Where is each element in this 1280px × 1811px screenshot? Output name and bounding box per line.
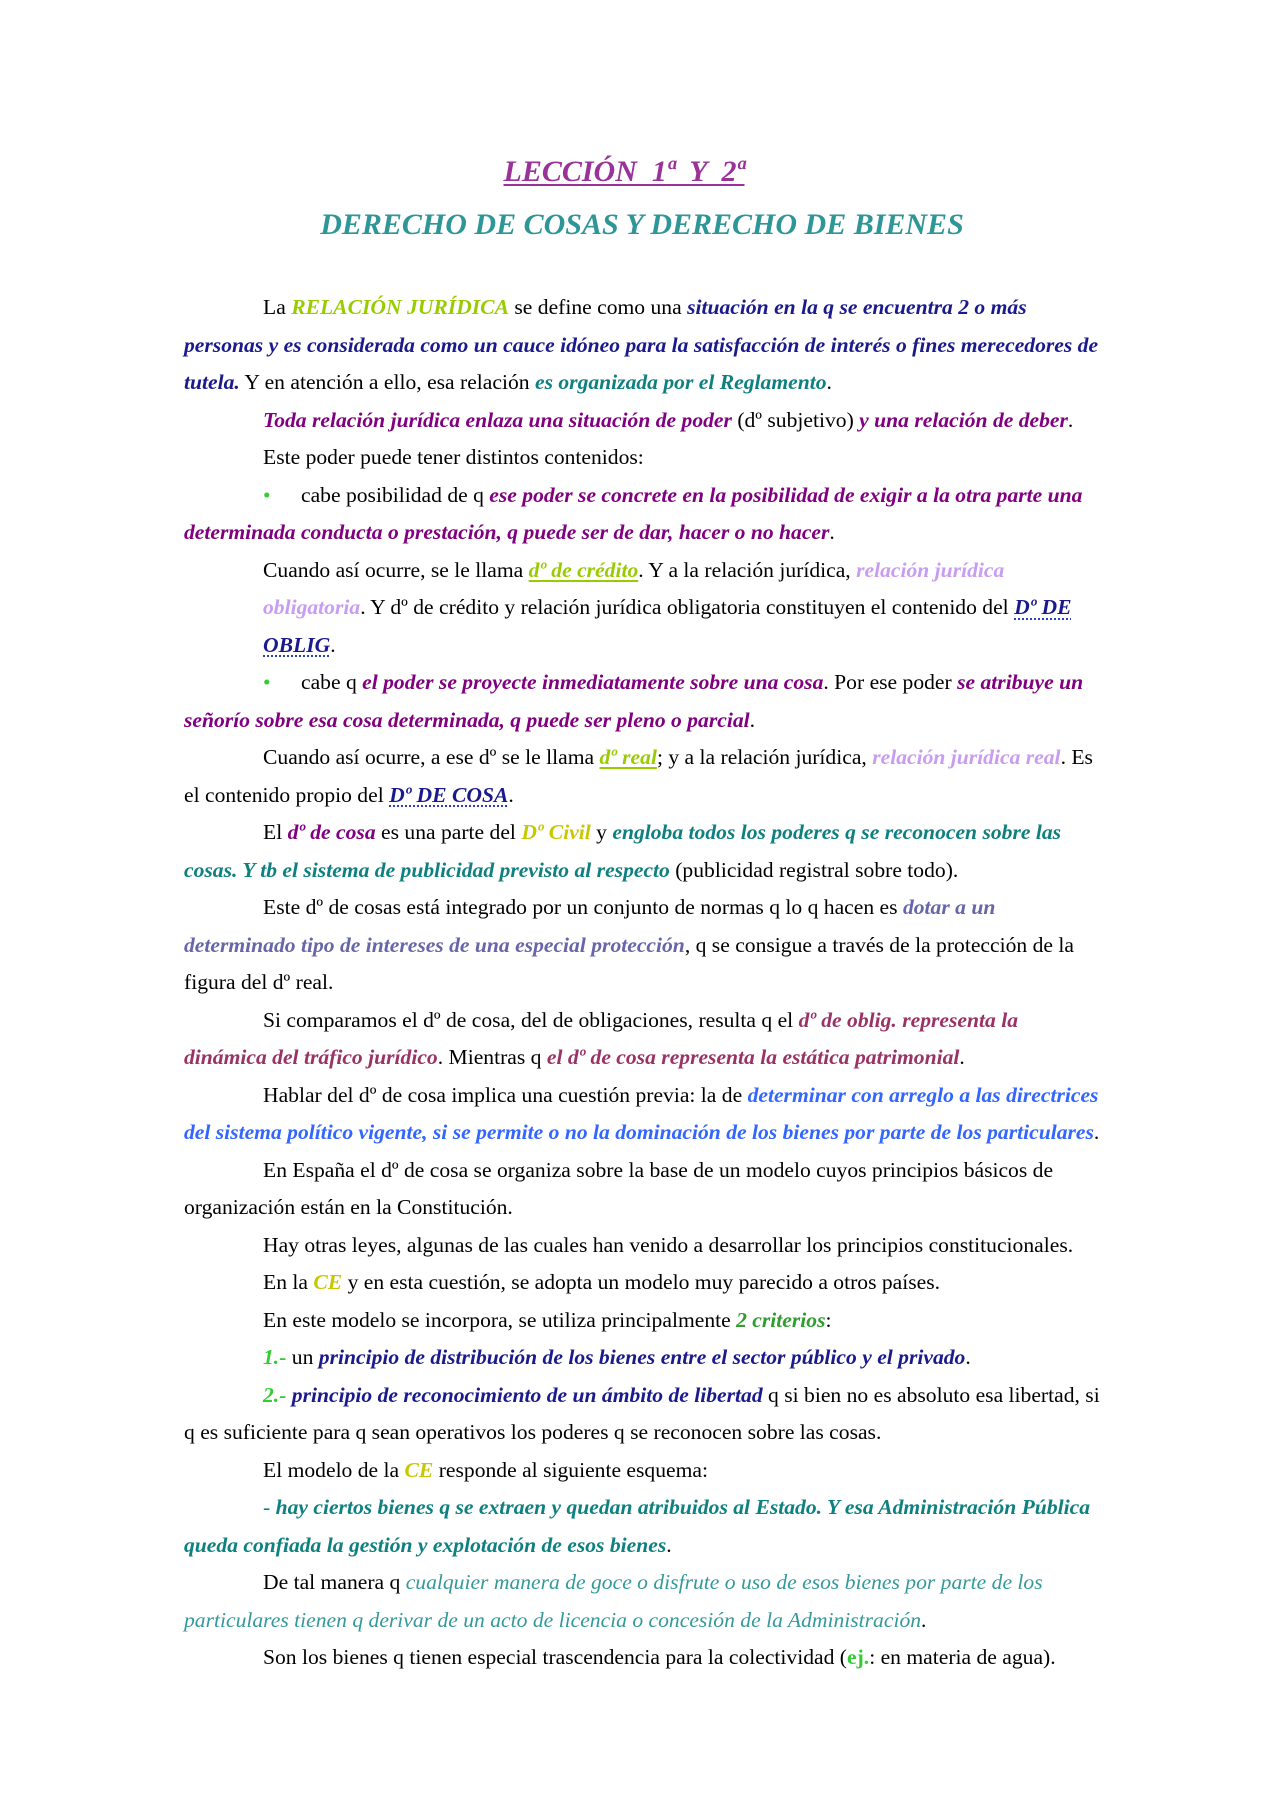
text-run: . Es el contenido propio del: [184, 745, 1093, 807]
text-run: y en esta cuestión, se adopta un modelo muy parecido a otros países.: [342, 1270, 941, 1294]
emphasis-text: principio de distribución de los bienes entre el sector público y el privado: [318, 1345, 966, 1369]
text-run: Cuando así ocurre, se le llama: [263, 557, 529, 582]
bullet-icon: [263, 477, 301, 515]
text-run: .: [666, 1532, 672, 1557]
key-term: dº de cosa: [287, 820, 376, 844]
text-run: (publicidad registral sobre todo).: [669, 857, 959, 882]
emphasis-text: y una relación de deber: [859, 407, 1068, 432]
emphasis-text: se atribuye un señorío sobre esa cosa determinada, q puede ser pleno o parcial: [184, 670, 1084, 732]
emphasis-text: ese poder se concrete en la posibilidad de exigir a la otra parte una determinada conducta o prestación, q puede ser de dar, hacer o no hacer: [184, 482, 1083, 544]
text-run: .: [965, 1345, 971, 1369]
text-run: Si comparamos el dº de cosa, del de obligaciones, resulta q el: [263, 1007, 799, 1032]
text-run: Hay otras leyes, algunas de las cuales han venido a desarrollar los principios constitucionales.: [263, 1232, 1074, 1257]
paragraph: [184, 1564, 1100, 1639]
dash-paragraph: [184, 1489, 1100, 1564]
text-run: Y en atención a ello, esa relación: [239, 370, 535, 394]
list-number: 2.-: [263, 1382, 287, 1407]
key-term: relación jurídica real: [872, 745, 1061, 769]
emphasis-text: Y tb el sistema de publicidad previsto al respecto: [242, 857, 670, 882]
emphasis-text: cualquier manera de goce o disfrute o uso de esos bienes por parte de los particulares tienen q derivar de un acto de licencia o concesión de la Administración: [184, 1570, 1043, 1632]
paragraph: [184, 1452, 1100, 1490]
paragraph: [184, 1302, 1100, 1340]
paragraph: [184, 1077, 1100, 1152]
text-run: . Por ese poder: [823, 670, 958, 694]
text-run: un: [286, 1345, 319, 1369]
emphasis-text: situación en la q se encuentra 2 o más personas y es considerada como un cauce idóneo para la satisfacción de interés o fines merecedores de tutela.: [184, 295, 1099, 394]
text-run: :: [825, 1307, 832, 1332]
key-term: CE: [404, 1457, 434, 1482]
text-run: Hablar del dº de cosa implica una cuestión previa: la de: [263, 1082, 748, 1107]
legal-branch-term: Dº DE OBLIG: [263, 595, 1072, 657]
key-term: dº real: [599, 745, 657, 769]
text-run: . Mientras q: [437, 1045, 547, 1069]
text-run: De tal manera q: [263, 1570, 406, 1594]
paragraph: [184, 439, 1100, 477]
text-run: En España el dº de cosa se organiza sobre la base de un modelo cuyos principios básicos de organización están en la Constitución.: [184, 1157, 1054, 1219]
text-run: , q se consigue a través de la protección de la figura del dº real.: [184, 932, 1074, 994]
text-run: se define como una: [508, 295, 688, 319]
text-run: y: [590, 820, 613, 844]
paragraph: [184, 402, 1100, 440]
text-run: En la: [263, 1270, 314, 1294]
example-abbreviation: ej.: [847, 1645, 870, 1669]
emphasis-text: el poder se proyecte inmediatamente sobre una cosa: [362, 670, 824, 694]
paragraph: [184, 889, 1100, 1002]
text-run: ; y a la relación jurídica,: [656, 745, 873, 769]
paragraph: [184, 814, 1100, 889]
emphasis-text: principio de reconocimiento de un ámbito de libertad: [291, 1382, 763, 1407]
text-run: El modelo de la: [263, 1457, 405, 1482]
text-run: q si bien no es absoluto esa libertad, si q es suficiente para q sean operativos los poderes q se reconocen sobre las cosas.: [184, 1382, 1100, 1444]
paragraph: [184, 289, 1100, 402]
lesson-title: LECCIÓN 1ª Y 2ª: [503, 155, 745, 188]
key-term: dº de crédito: [528, 557, 639, 582]
key-term: CE: [313, 1270, 343, 1294]
list-dash: -: [263, 1495, 276, 1519]
emphasis-text: Toda relación jurídica enlaza una situación de poder: [263, 407, 732, 432]
text-run: .: [232, 857, 243, 882]
text-run: .: [826, 370, 832, 394]
emphasis-text: determinar con arreglo a las directrices del sistema político vigente, si se permite o no la dominación de los bienes por parte de los particulares: [184, 1082, 1099, 1144]
paragraph: [184, 552, 1100, 665]
text-run: En este modelo se incorpora, se utiliza principalmente: [263, 1307, 737, 1332]
text-run: .: [959, 1045, 965, 1069]
text-run: responde al siguiente esquema:: [433, 1457, 708, 1482]
emphasis-text: dotar a un determinado tipo de intereses de una especial protección: [184, 895, 996, 957]
paragraph: [184, 739, 1100, 814]
paragraph: [184, 1264, 1100, 1302]
paragraph: [184, 1002, 1100, 1077]
paragraph: [184, 1639, 1100, 1677]
bullet-paragraph: [184, 664, 1100, 739]
text-run: .: [508, 782, 514, 807]
text-run: .: [829, 520, 835, 544]
text-run: (dº subjetivo): [731, 407, 860, 432]
text-run: Son los bienes q tienen especial trascendencia para la colectividad (: [263, 1645, 847, 1669]
key-term: 2 criterios: [736, 1307, 826, 1332]
text-run: Este poder puede tener distintos contenidos:: [263, 445, 644, 469]
text-run: .: [921, 1607, 927, 1632]
text-run: .: [1093, 1120, 1100, 1144]
legal-branch-term: Dº DE COSA: [389, 782, 509, 807]
text-run: : en materia de agua).: [869, 1645, 1056, 1669]
bullet-paragraph: [184, 477, 1100, 552]
text-run: es una parte del: [375, 820, 522, 844]
emphasis-text: es organizada por el Reglamento: [534, 370, 827, 394]
key-term: relación jurídica obligatoria: [263, 557, 1005, 619]
text-run: . Y a la relación jurídica,: [638, 557, 857, 582]
list-number: 1.-: [263, 1345, 287, 1369]
emphasis-text: hay ciertos bienes q se extraen y quedan atribuidos al Estado. Y esa Administración Pública queda confiada la gestión y explotación de esos bienes: [184, 1495, 1090, 1557]
text-run: cabe q: [301, 670, 363, 694]
text-run: . Y dº de crédito y relación jurídica obligatoria constituyen el contenido del: [360, 595, 1015, 619]
text-run: La: [263, 295, 292, 319]
emphasis-text: engloba todos los poderes q se reconocen sobre las cosas: [184, 820, 1062, 882]
text-run: Cuando así ocurre, a ese dº se le llama: [263, 745, 600, 769]
numbered-paragraph: [184, 1377, 1100, 1452]
text-run: Este dº de cosas está integrado por un conjunto de normas q lo q hacen es: [263, 895, 903, 919]
paragraph: [184, 1227, 1100, 1265]
key-term: RELACIÓN JURÍDICA: [291, 295, 509, 319]
emphasis-text: dº de oblig. representa la dinámica del tráfico jurídico: [184, 1007, 1018, 1069]
text-run: El: [263, 820, 288, 844]
numbered-paragraph: [184, 1339, 1100, 1377]
text-run: .: [330, 632, 336, 657]
paragraph: [184, 1152, 1100, 1227]
lesson-subtitle: DERECHO DE COSAS Y DERECHO DE BIENES: [320, 208, 964, 241]
bullet-icon: [263, 664, 301, 702]
text-run: .: [749, 707, 756, 732]
key-term: Dº Civil: [521, 820, 591, 844]
text-run: .: [1067, 407, 1074, 432]
document-body: [184, 289, 1100, 1677]
text-run: cabe posibilidad de q: [301, 482, 490, 507]
emphasis-text: el dº de cosa representa la estática patrimonial: [546, 1045, 960, 1069]
